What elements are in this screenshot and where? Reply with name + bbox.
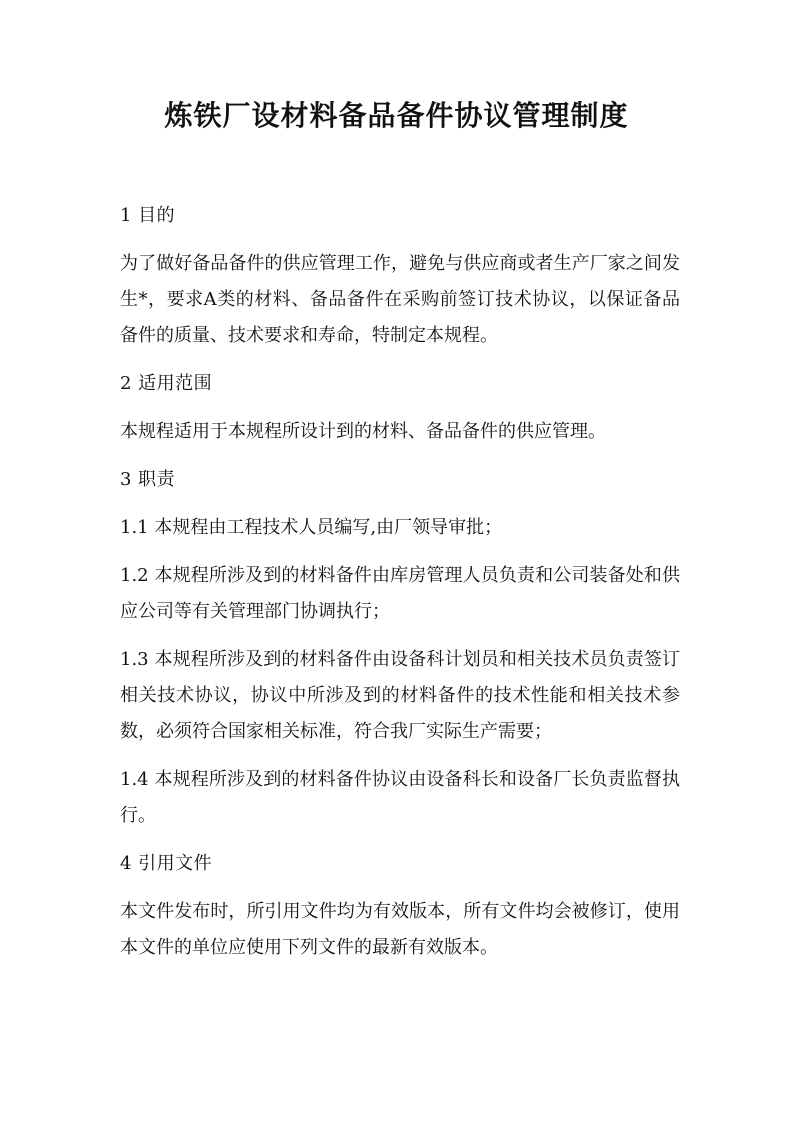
responsibility-item-2: 1.2 本规程所涉及到的材料备件由库房管理人员负责和公司装备处和供应公司等有关管理部门协调执行；: [120, 565, 680, 622]
section-heading-responsibilities: 3 职责: [120, 469, 176, 490]
document-body: [120, 198, 680, 978]
document-title: 炼铁厂设材料备品备件协议管理制度: [164, 99, 629, 132]
section-paragraph-scope: 本规程适用于本规程所设计到的材料、备品备件的供应管理。: [120, 421, 606, 442]
section-heading-purpose: 1 目的: [120, 205, 176, 226]
section-paragraph-purpose: 为了做好备品备件的供应管理工作，避免与供应商或者生产厂家之间发生*，要求A类的材料、备品备件在采购前签订技术协议，以保证备品备件的质量、技术要求和寿命，特制定本规程。: [120, 253, 680, 346]
responsibility-item-4: 1.4 本规程所涉及到的材料备件协议由设备科长和设备厂长负责监督执行。: [120, 769, 680, 826]
responsibility-item-1: 1.1 本规程由工程技术人员编写,由厂领导审批；: [120, 517, 503, 538]
section-paragraph-references: 本文件发布时，所引用文件均为有效版本，所有文件均会被修订，使用本文件的单位应使用下列文件的最新有效版本。: [120, 901, 680, 958]
section-heading-scope: 2 适用范围: [120, 373, 213, 394]
section-heading-references: 4 引用文件: [120, 853, 213, 874]
responsibility-item-3: 1.3 本规程所涉及到的材料备件由设备科计划员和相关技术员负责签订相关技术协议，协议中所涉及到的材料备件的技术性能和相关技术参数，必须符合国家相关标准，符合我厂实际生产需要；: [120, 649, 680, 742]
